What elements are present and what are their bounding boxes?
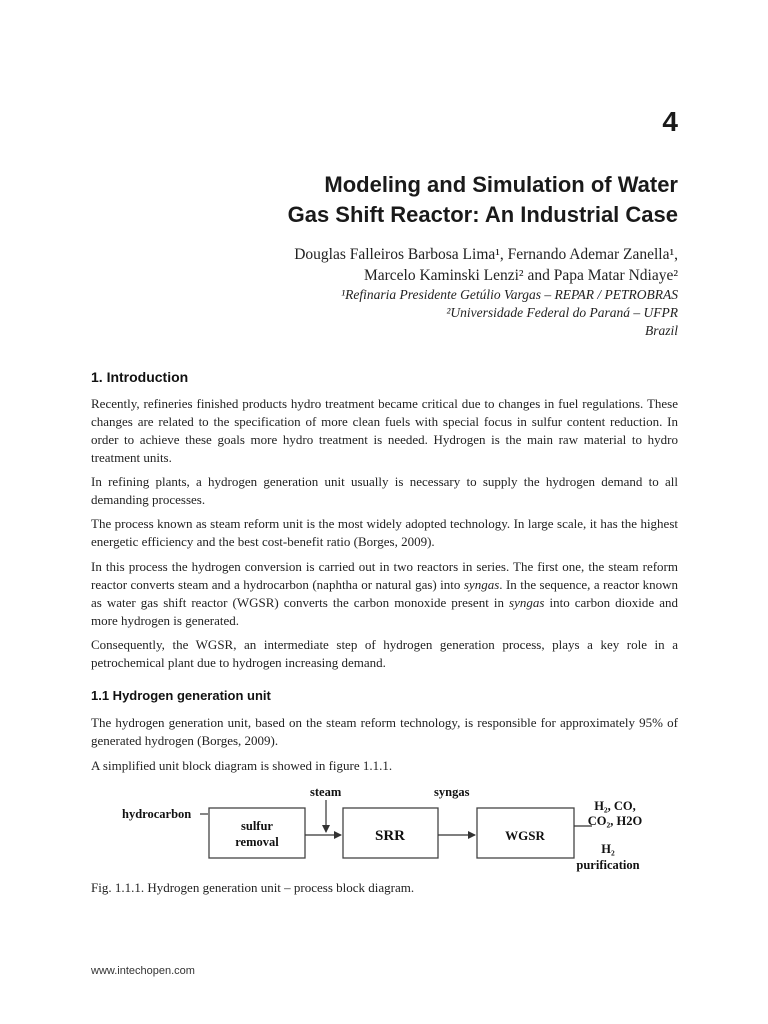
section-heading-hydrogen-generation-unit: 1.1 Hydrogen generation unit xyxy=(91,688,271,703)
block-label: removal xyxy=(235,835,279,849)
emphasis-syngas: syngas xyxy=(509,595,545,610)
affiliation-line: ¹Refinaria Presidente Getúlio Vargas – REPAR / PETROBRAS xyxy=(341,287,678,302)
diagram-label-steam: steam xyxy=(310,785,342,799)
process-block-diagram xyxy=(0,780,768,880)
paragraph: Recently, refineries finished products hydro treatment became critical due to changes in fuel regulations. These changes are related to the specification of more clean fuels with special focus in sulfur content reduction. In order to achieve these goals more hydro treatment is needed. Hydrogen is the main raw material to hydro treatment units. xyxy=(91,396,678,465)
section-heading-introduction: 1. Introduction xyxy=(91,369,189,385)
block-label: sulfur xyxy=(241,819,273,833)
chapter-number: 4 xyxy=(662,106,678,137)
output-label: H₂, CO, xyxy=(594,799,636,813)
paragraph: The hydrogen generation unit, based on the steam reform technology, is responsible for approximately 95% of generated hydrogen (Borges, 2009). xyxy=(91,715,678,748)
paragraph: A simplified unit block diagram is showed in figure 1.1.1. xyxy=(91,758,393,773)
affiliation-line: Brazil xyxy=(644,323,678,338)
diagram-label-syngas: syngas xyxy=(434,785,470,799)
paragraph-text: . In the sequence, a reactor known as water gas shift reactor (WGSR) converts the carbon monoxide present in xyxy=(91,577,679,610)
diagram-label-hydrocarbon: hydrocarbon xyxy=(122,807,192,821)
block-label: WGSR xyxy=(505,828,545,843)
author-list xyxy=(118,244,678,286)
paragraph xyxy=(91,558,678,630)
output-label: purification xyxy=(576,858,640,872)
chapter-title-line: Modeling and Simulation of Water xyxy=(324,172,678,197)
output-label: H₂ xyxy=(601,842,615,856)
block-sulfur-removal xyxy=(209,808,305,858)
chapter-title-line: Gas Shift Reactor: An Industrial Case xyxy=(287,202,678,227)
affiliation-line: ²Universidade Federal do Paraná – UFPR xyxy=(446,305,678,320)
paragraph: Consequently, the WGSR, an intermediate step of hydrogen generation process, plays a key role in a petrochemical plant due to hydrogen increasing demand. xyxy=(91,637,678,670)
block-label: SRR xyxy=(374,828,406,844)
footer-url: www.intechopen.com xyxy=(91,965,195,977)
output-label: CO₂, H2O xyxy=(587,814,643,828)
paragraph: The process known as steam reform unit is the most widely adopted technology. In large scale, it has the highest energetic efficiency and the best cost-benefit ratio (Borges, 2009). xyxy=(91,516,678,549)
affiliations xyxy=(118,286,678,340)
emphasis-syngas: syngas xyxy=(463,577,500,592)
author-line: Marcelo Kaminski Lenzi² and Papa Matar Ndiaye² xyxy=(363,267,678,284)
author-line: Douglas Falleiros Barbosa Lima¹, Fernando Ademar Zanella¹, xyxy=(294,246,678,263)
paragraph-text: into carbon dioxide and more hydrogen is generated. xyxy=(91,595,678,628)
figure-caption: Fig. 1.1.1. Hydrogen generation unit – process block diagram. xyxy=(91,880,415,895)
paragraph-text: In this process the hydrogen conversion is carried out in two reactors in series. The first one, the steam reform reactor converts steam and a hydrocarbon (naphtha or natural gas) into xyxy=(91,559,678,592)
paragraph: In refining plants, a hydrogen generation unit usually is necessary to supply the hydrogen demand to all demanding processes. xyxy=(91,474,678,507)
chapter-title xyxy=(158,170,678,230)
